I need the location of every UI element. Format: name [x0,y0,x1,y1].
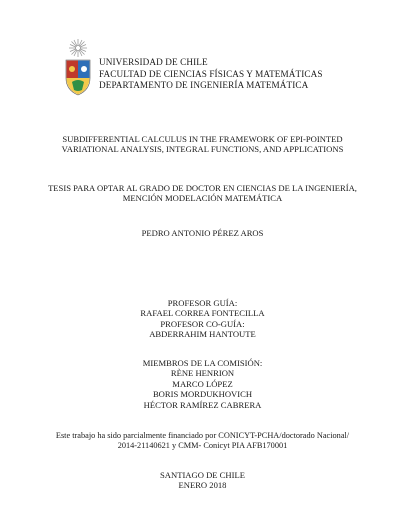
committee-member: HÉCTOR RAMÍREZ CABRERA [143,399,262,410]
institution-header [62,38,382,98]
committee-label: MIEMBROS DE LA COMISIÓN: [142,358,263,368]
degree-line: TESIS PARA OPTAR AL GRADO DE DOCTOR EN CIENCIAS DE LA INGENIERÍA, [48,183,357,193]
university-logo [62,38,94,96]
funding-line: Este trabajo ha sido parcialmente financiado por CONICYT-PCHA/doctorado Nacional/ [55,431,350,440]
degree-line: MENCIÓN MODELACIÓN MATEMÁTICA [122,193,283,204]
funding-note [0,431,405,452]
advisors [0,298,405,340]
funding-line: 2014-21140621 y CMM- Conicyt PIA AFB170001 [117,441,288,451]
author-name: PEDRO ANTONIO PÉREZ AROS [141,228,264,238]
degree-statement [0,183,405,204]
committee-member: RÈNE HENRION [170,368,235,379]
guide-name: RAFAEL CORREA FONTECILLA [140,308,265,319]
place-date [0,470,405,491]
guide-label: PROFESOR GUÍA: [167,298,238,308]
coguide-name: ABDERRAHIM HANTOUTE [149,329,256,340]
date: ENERO 2018 [178,480,227,491]
department-name: DEPARTAMENTO DE INGENIERÍA MATEMÁTICA [99,80,309,90]
title-line: VARIATIONAL ANALYSIS, INTEGRAL FUNCTIONS, AND APPLICATIONS [61,144,344,155]
thesis-title [0,134,405,155]
committee [0,358,405,410]
title-line: SUBDIFFERENTIAL CALCULUS IN THE FRAMEWORK OF EPI-POINTED [62,134,343,144]
committee-member: BORIS MORDUKHOVICH [152,389,253,400]
institution-lines [99,57,323,92]
coguide-label: PROFESOR CO-GUÍA: [160,318,245,329]
committee-member: MARCO LÓPEZ [172,378,233,389]
faculty-name: FACULTAD DE CIENCIAS FÍSICAS Y MATEMÁTICAS [99,68,323,79]
place: SANTIAGO DE CHILE [160,470,245,480]
university-name: UNIVERSIDAD DE CHILE [99,57,208,67]
